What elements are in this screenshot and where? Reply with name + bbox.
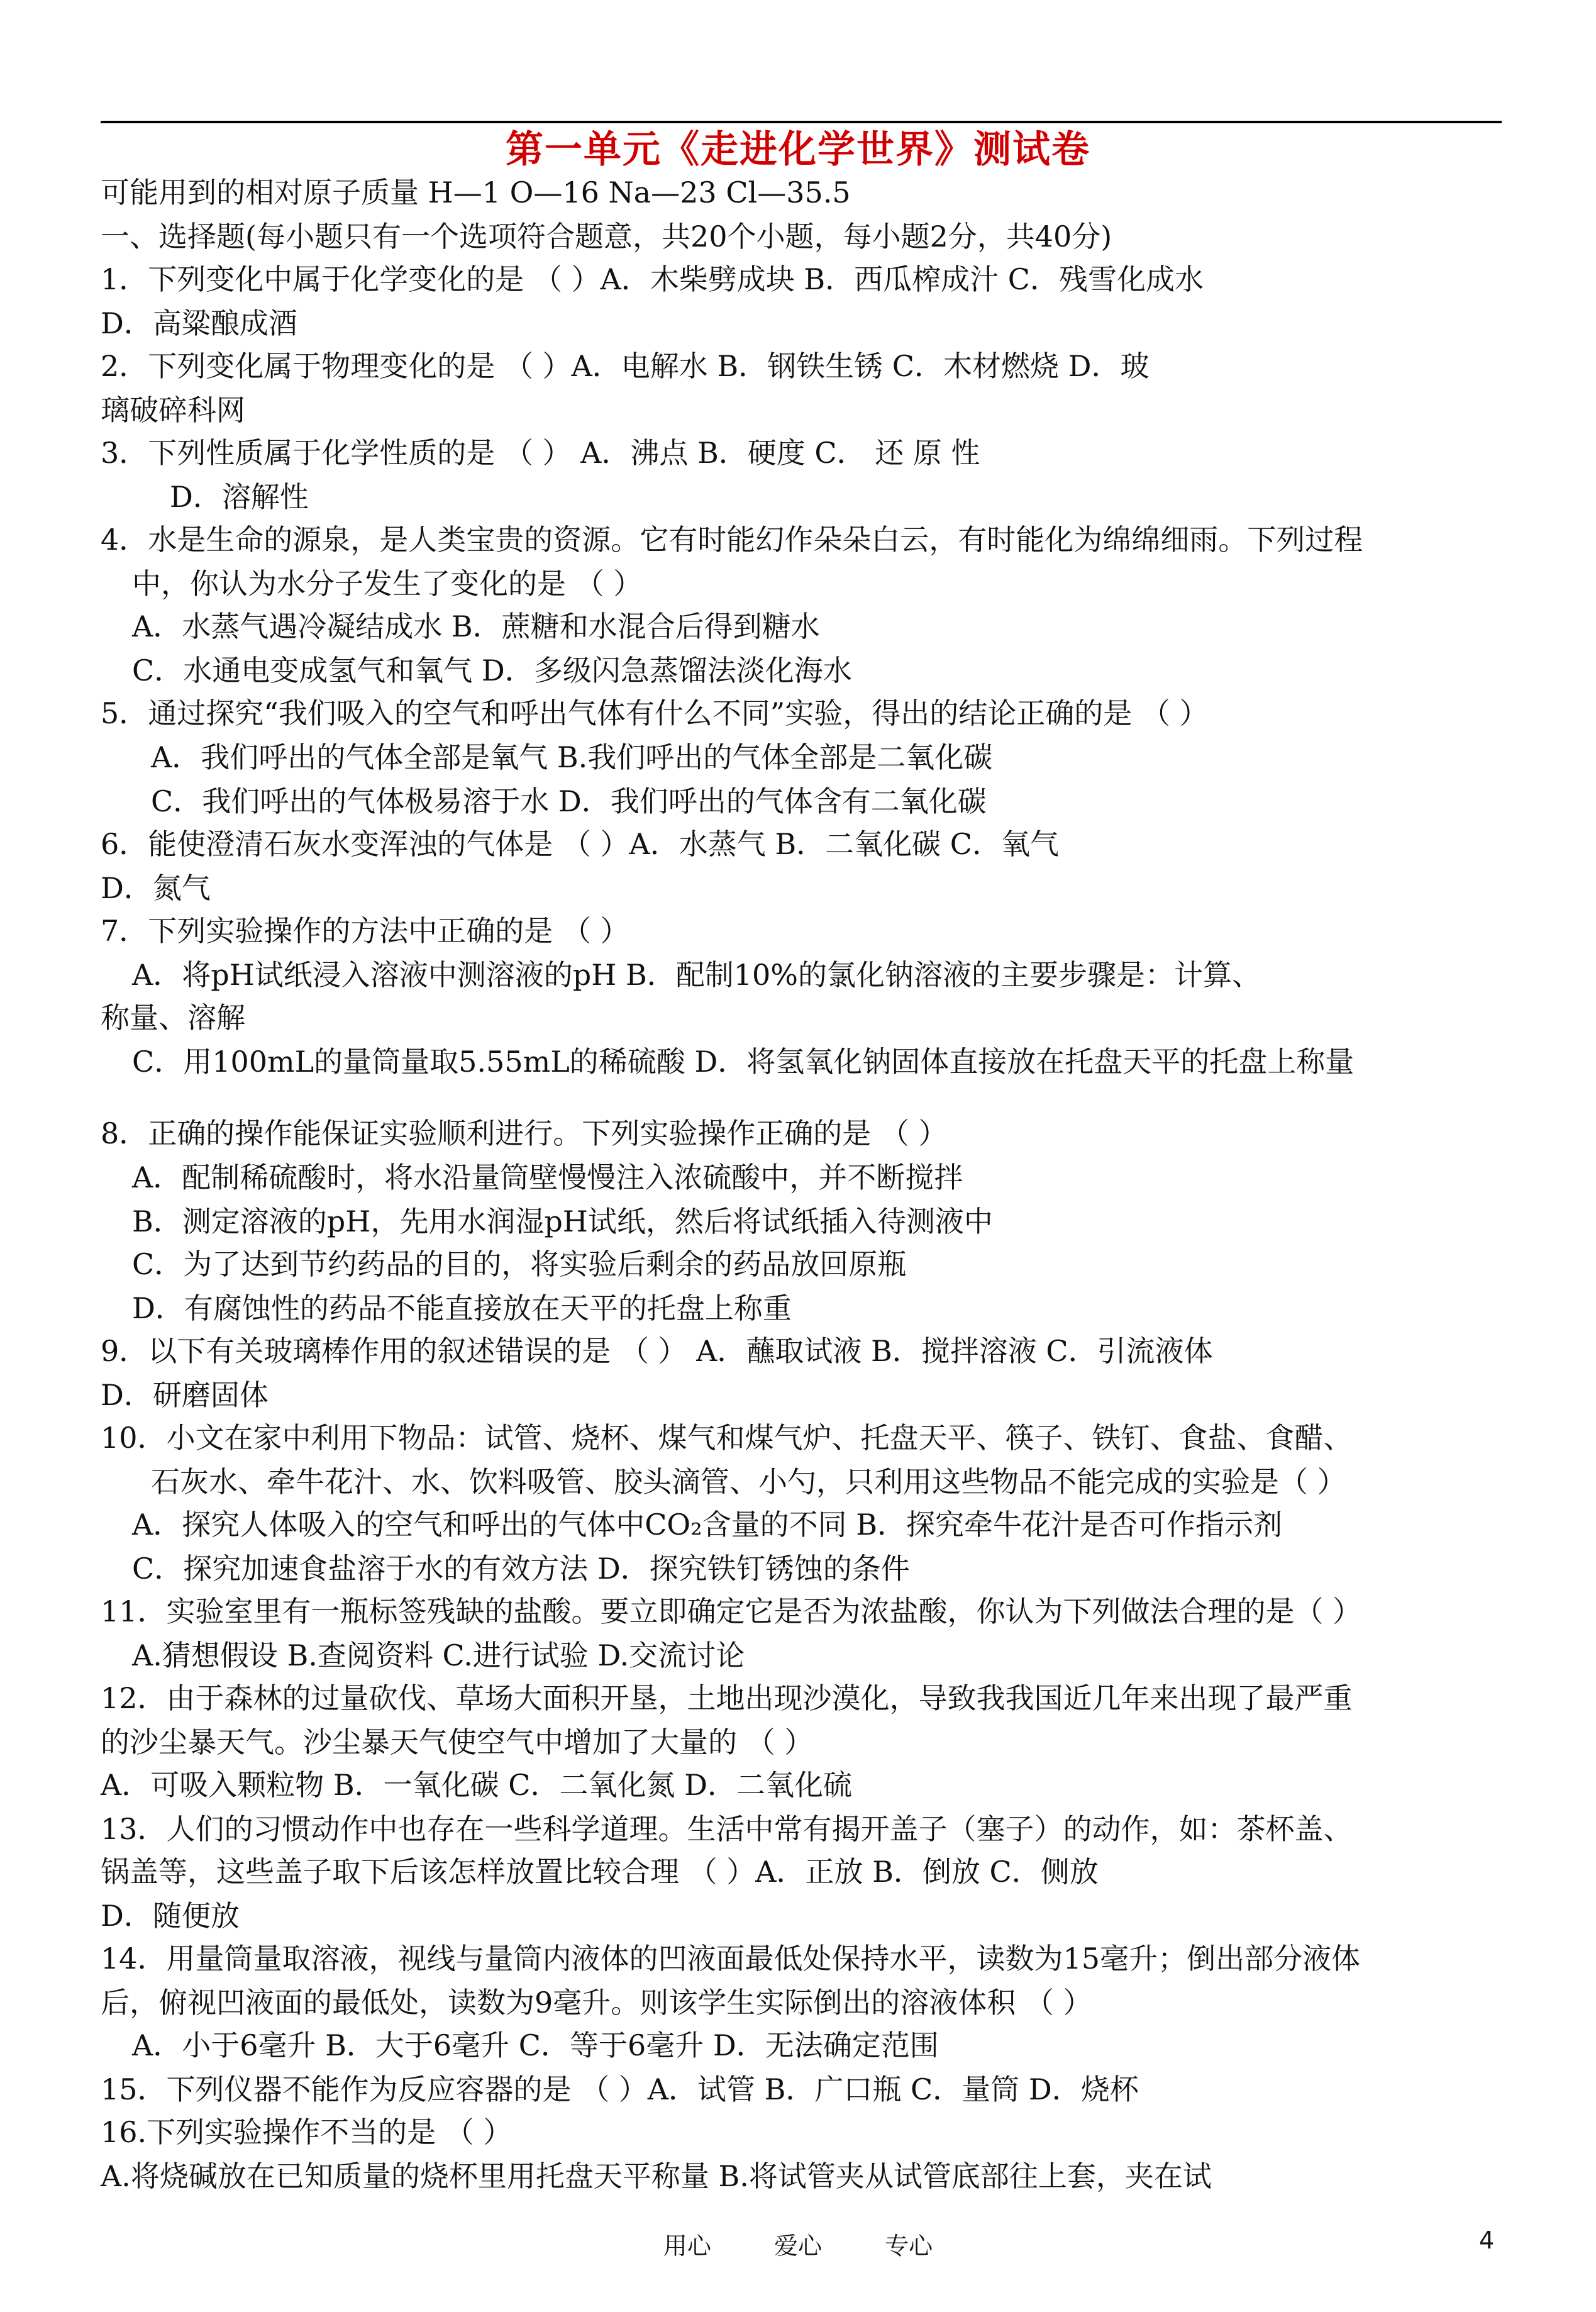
- text-line: A．探究人体吸入的空气和呼出的气体中CO₂含量的不同 B．探究牵牛花汁是否可作指示剂: [132, 1508, 1282, 1542]
- text-line: 石灰水、牵牛花汁、水、饮料吸管、胶头滴管、小勺，只利用这些物品不能完成的实验是（ ）: [151, 1465, 1346, 1499]
- text-line: D．高粱酿成酒: [101, 306, 297, 340]
- text-line: 的沙尘暴天气。沙尘暴天气使空气中增加了大量的 （ ）: [101, 1725, 814, 1759]
- text-line: A.猜想假设 B.查阅资料 C.进行试验 D.交流讨论: [132, 1638, 745, 1672]
- text-line: D．研磨固体: [101, 1378, 269, 1412]
- text-line: 锅盖等，这些盖子取下后该怎样放置比较合理 （ ）A．正放 B．倒放 C．侧放: [101, 1855, 1099, 1889]
- text-line: A.将烧碱放在已知质量的烧杯里用托盘天平称量 B.将试管夹从试管底部往上套，夹在试: [101, 2159, 1212, 2193]
- text-line: 13．人们的习惯动作中也存在一些科学道理。生活中常有揭开盖子（塞子）的动作，如：茶杯盖、: [101, 1812, 1353, 1846]
- text-line: 9．以下有关玻璃棒作用的叙述错误的是 （ ） A．蘸取试液 B．搅拌溶液 C．引流液体: [101, 1334, 1213, 1368]
- text-line: 16.下列实验操作不当的是 （ ）: [101, 2115, 513, 2149]
- text-line: 7．下列实验操作的方法中正确的是 （ ）: [101, 914, 629, 948]
- text-line: 8．正确的操作能保证实验顺利进行。下列实验操作正确的是 （ ）: [101, 1116, 948, 1150]
- text-line: 后，俯视凹液面的最低处，读数为9毫升。则该学生实际倒出的溶液体积 （ ）: [101, 1986, 1092, 2020]
- text-line: 称量、溶解: [101, 1001, 245, 1035]
- text-line: A．可吸入颗粒物 B．一氧化碳 C．二氧化氮 D．二氧化硫: [101, 1768, 852, 1802]
- page-title: 第一单元《走进化学世界》测试卷: [506, 128, 1090, 172]
- text-line: 5．通过探究“我们吸入的空气和呼出气体有什么不同”实验，得出的结论正确的是 （ ）: [101, 696, 1209, 730]
- text-line: 璃破碎科网: [101, 393, 245, 427]
- text-line: D．氮气: [101, 871, 211, 905]
- text-line: 3．下列性质属于化学性质的是 （ ） A．沸点 B．硬度 C． 还 原 性: [101, 436, 980, 470]
- text-line: C．用100mL的量筒量取5.55mL的稀硫酸 D．将氢氧化钠固体直接放在托盘天平的托盘上称量: [132, 1045, 1355, 1079]
- text-line: A．将pH试纸浸入溶液中测溶液的pH B．配制10%的氯化钠溶液的主要步骤是：计算、: [132, 958, 1261, 992]
- footer-text-3: 专心: [885, 2232, 933, 2260]
- text-line: D．溶解性: [170, 480, 309, 514]
- text-line: 一、选择题(每小题只有一个选项符合题意，共20个小题，每小题2分，共40分): [101, 220, 1112, 253]
- text-line: D．有腐蚀性的药品不能直接放在天平的托盘上称重: [132, 1291, 792, 1325]
- text-line: C．为了达到节约药品的目的，将实验后剩余的药品放回原瓶: [132, 1247, 907, 1281]
- text-line: 4．水是生命的源泉，是人类宝贵的资源。它有时能幻作朵朵白云，有时能化为绵绵细雨。下列过程: [101, 523, 1363, 557]
- text-line: 11．实验室里有一瓶标签残缺的盐酸。要立即确定它是否为浓盐酸，你认为下列做法合理的是（ ）: [101, 1594, 1362, 1628]
- page-number: 4: [1479, 2226, 1495, 2254]
- text-line: C．水通电变成氢气和氧气 D．多级闪急蒸馏法淡化海水: [132, 653, 852, 687]
- text-line: 15．下列仪器不能作为反应容器的是 （ ）A．试管 B．广口瓶 C．量筒 D．烧杯: [101, 2072, 1139, 2106]
- footer: [0, 2226, 1596, 2261]
- text-line: D．随便放: [101, 1899, 240, 1933]
- text-line: 2．下列变化属于物理变化的是 （ ）A．电解水 B．钢铁生锈 C．木材燃烧 D．玻: [101, 349, 1150, 383]
- text-line: C．探究加速食盐溶于水的有效方法 D．探究铁钉锈蚀的条件: [132, 1552, 910, 1586]
- text-line: 12．由于森林的过量砍伐、草场大面积开垦，土地出现沙漠化，导致我我国近几年来出现了最严重: [101, 1681, 1353, 1715]
- footer-text-2: 爱心: [773, 2232, 822, 2260]
- text-line: 10．小文在家中利用下物品：试管、烧杯、煤气和煤气炉、托盘天平、筷子、铁钉、食盐、食醋、: [101, 1421, 1353, 1455]
- text-line: 可能用到的相对原子质量 H—1 O—16 Na—23 Cl—35.5: [101, 175, 851, 209]
- text-line: 中，你认为水分子发生了变化的是 （ ）: [132, 567, 643, 601]
- text-line: 6．能使澄清石灰水变浑浊的气体是 （ ）A．水蒸气 B．二氧化碳 C．氧气: [101, 827, 1059, 861]
- text-line: A．我们呼出的气体全部是氧气 B.我们呼出的气体全部是二氧化碳: [151, 740, 993, 774]
- text-line: 14．用量筒量取溶液，视线与量筒内液体的凹液面最低处保持水平，读数为15毫升；倒出部分液体: [101, 1942, 1361, 1976]
- text-line: A．配制稀硫酸时，将水沿量筒壁慢慢注入浓硫酸中，并不断搅拌: [132, 1160, 963, 1194]
- text-line: B．测定溶液的pH，先用水润湿pH试纸，然后将试纸插入待测液中: [132, 1204, 993, 1238]
- text-line: A．小于6毫升 B．大于6毫升 C．等于6毫升 D．无法确定范围: [132, 2028, 939, 2062]
- text-line: 1．下列变化中属于化学变化的是 （ ）A．木柴劈成块 B．西瓜榨成汁 C．残雪化成水: [101, 262, 1204, 296]
- footer-text-1: 用心: [663, 2232, 711, 2260]
- text-line: C．我们呼出的气体极易溶于水 D．我们呼出的气体含有二氧化碳: [151, 784, 987, 818]
- text-line: A．水蒸气遇冷凝结成水 B．蔗糖和水混合后得到糖水: [132, 609, 820, 643]
